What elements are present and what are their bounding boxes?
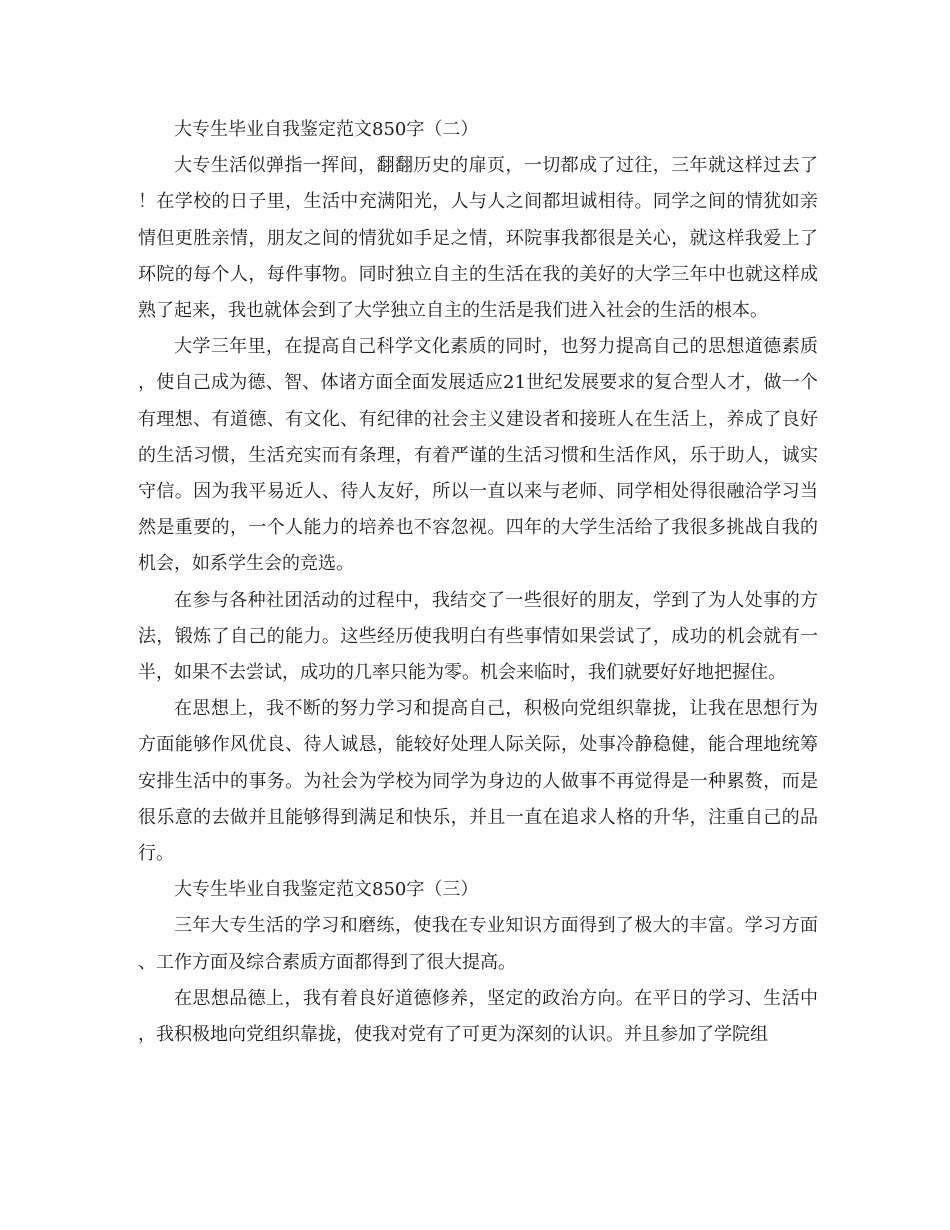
section-3-title: 大专生毕业自我鉴定范文850字（三） [174,879,479,901]
section-2-paragraph-2: 大学三年里，在提高自己科学文化素质的同时，也努力提高自己的思想道德素质，使自己成为德、智、体诸方面全面发展适应21世纪发展要求的复合型人才，做一个有理想、有道德、有文化、有纪律的社会主义建设者和接班人在生活上，养成了良好的生活习惯，生活充实而有条理，有着严谨的生活习惯和生活作风，乐于助人，诚实守信。因为我平易近人、待人友好，所以一直以来与老师、同学相处得很融洽学习当然是重要的，一个人能力的培养也不容忽视。四年的大学生活给了我很多挑战自我的机会，如系学生会的竞选。 [138,336,818,575]
section-2-title: 大专生毕业自我鉴定范文850字（二） [174,119,479,140]
section-2-paragraph-3: 在参与各种社团活动的过程中，我结交了一些很好的朋友，学到了为人处事的方法，锻炼了自己的能力。这些经历使我明白有些事情如果尝试了，成功的机会就有一半，如果不去尝试，成功的几率只能为零。机会来临时，我们就要好好地把握住。 [138,589,818,684]
section-2-paragraph-4: 在思想上，我不断的努力学习和提高自己，积极向党组织靠拢，让我在思想行为方面能够作风优良、待人诚恳，能较好处理人际关际，处事冷静稳健，能合理地统筹安排生活中的事务。为社会为学校为同学为身边的人做事不再觉得是一种累赘，而是很乐意的去做并且能够得到满足和快乐，并且一直在追求人格的升华，注重自己的品行。 [138,698,818,865]
section-2-paragraph-1: 大专生活似弹指一挥间，翻翻历史的扉页，一切都成了过往，三年就这样过去了！在学校的日子里，生活中充满阳光，人与人之间都坦诚相待。同学之间的情犹如亲情但更胜亲情，朋友之间的情犹如手足之情，环院事我都很是关心，就这样我爱上了环院的每个人，每件事物。同时独立自主的生活在我的美好的大学三年中也就这样成熟了起来，我也就体会到了大学独立自主的生活是我们进入社会的生活的根本。 [138,155,818,322]
document-body [138,112,818,1053]
section-3-paragraph-2: 在思想品德上，我有着良好道德修养，坚定的政治方向。在平日的学习、生活中，我积极地向党组织靠拢，使我对党有了可更为深刻的认识。并且参加了学院组 [138,987,818,1046]
section-3-paragraph-1: 三年大专生活的学习和磨练，使我在专业知识方面得到了极大的丰富。学习方面、工作方面及综合素质方面都得到了很大提高。 [138,915,818,973]
